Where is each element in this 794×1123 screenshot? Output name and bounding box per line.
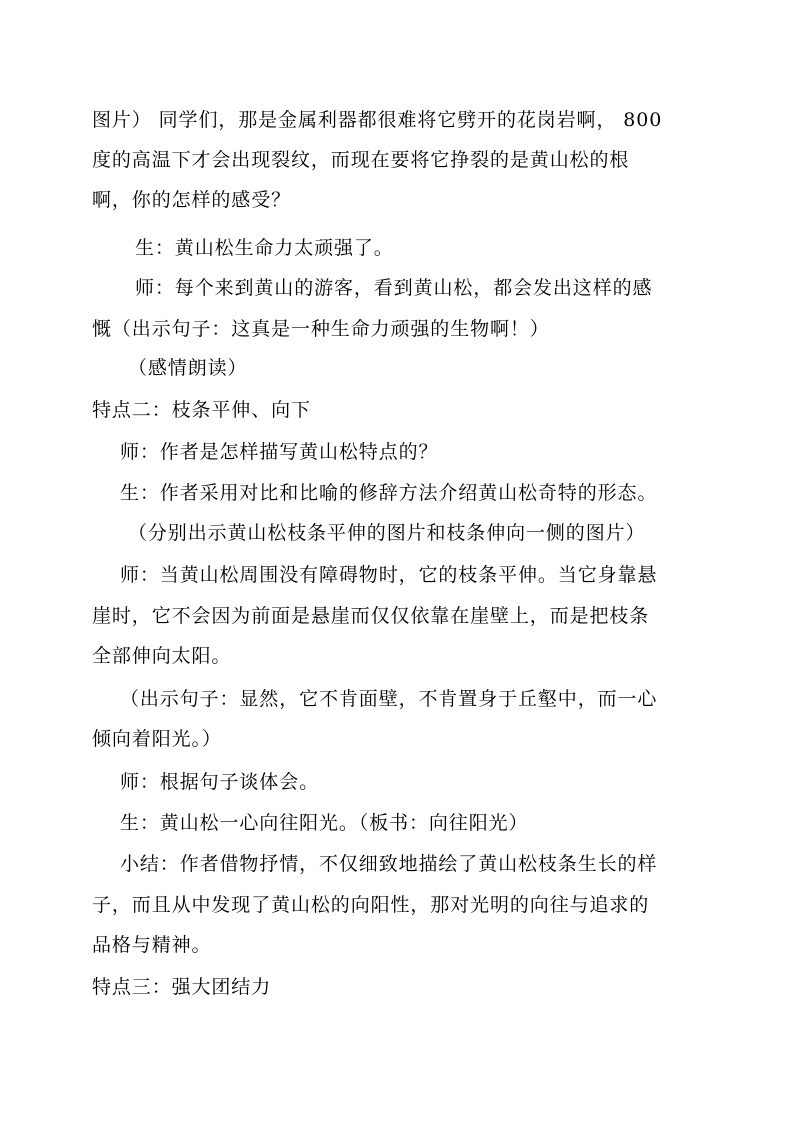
text-line: （感情朗读） [128,357,248,379]
text-line: 图片） 同学们，那是金属利器都很难将它劈开的花岗岩啊， 800 [92,109,663,131]
text-line: （分别出示黄山松枝条平伸的图片和枝条伸向一侧的图片） [128,522,646,544]
text-line: 慨（出示句子：这真是一种生命力顽强的生物啊！） [92,318,550,340]
text-line: 师：根据句子谈体会。 [120,771,320,793]
section-heading: 特点三：强大团结力 [92,976,272,998]
text-line: 度的高温下才会出现裂纹，而现在要将它挣裂的是黄山松的根 [92,149,630,171]
text-line: 师：当黄山松周围没有障碍物时，它的枝条平伸。当它身靠悬 [120,564,658,586]
text-line: 生：作者采用对比和比喻的修辞方法介绍黄山松奇特的形态。 [120,482,658,504]
text-line: 全部伸向太阳。 [92,645,232,667]
text-line: （出示句子：显然，它不肯面壁，不肯置身于丘壑中，而一心 [120,688,658,710]
text-line: 倾向着阳光。） [92,728,222,750]
text-line: 崖时，它不会因为前面是悬崖而仅仅依靠在崖壁上，而是把枝条 [92,605,650,627]
text-line: 啊，你的怎样的感受？ [92,189,292,211]
section-heading: 特点二：枝条平伸、向下 [92,399,311,421]
text-line: 品格与精神。 [92,934,212,956]
text-line: 小结：作者借物抒情，不仅细致地描绘了黄山松枝条生长的样 [120,853,658,875]
text-line: 子，而且从中发现了黄山松的向阳性，那对光明的向往与追求的 [92,894,650,916]
text-line: 生：黄山松生命力太顽强了。 [135,237,394,259]
text-line: 师：作者是怎样描写黄山松特点的？ [120,441,439,463]
text-line: 师：每个来到黄山的游客，看到黄山松，都会发出这样的感 [135,277,653,299]
text-line: 生：黄山松一心向往阳光。（板书：向往阳光） [120,812,529,834]
